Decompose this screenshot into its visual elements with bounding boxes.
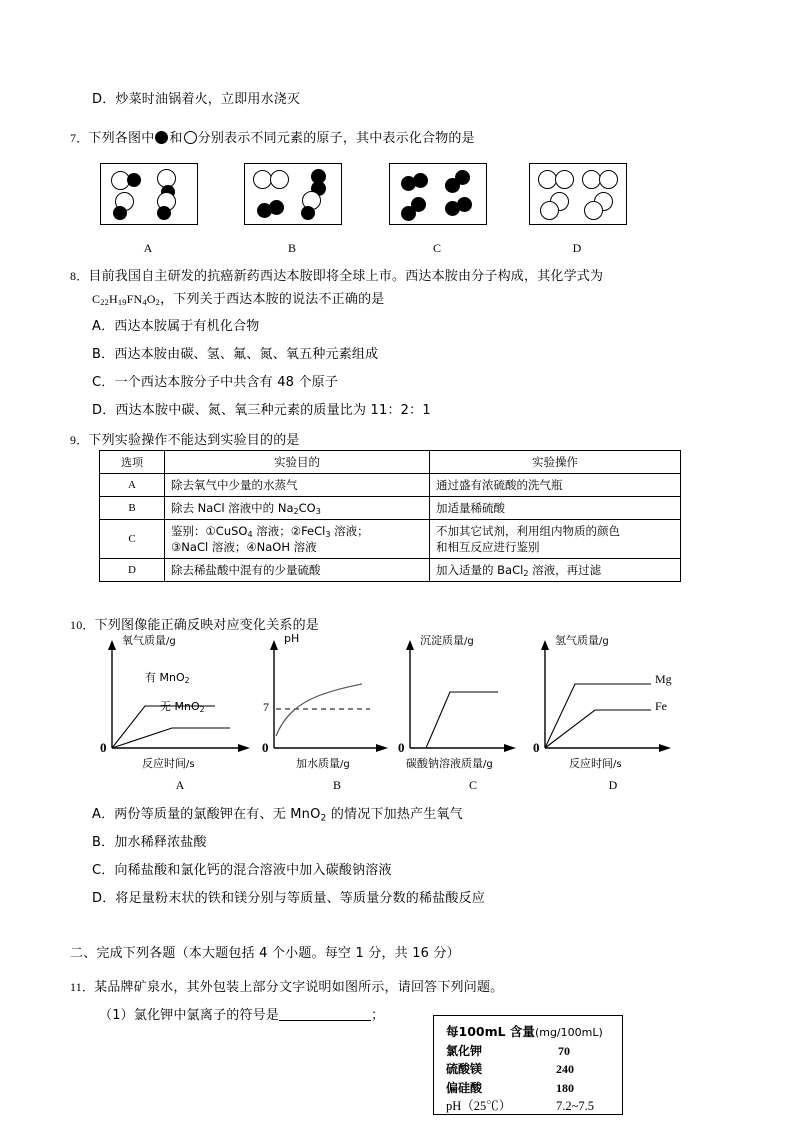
mw-name-ph: pH（25℃）: [446, 1099, 512, 1114]
atom-filled: [157, 206, 171, 220]
q11-stem-text: 某品牌矿泉水，其外包装上部分文字说明如图所示，请回答下列问题。: [94, 980, 504, 995]
q10-option-a: [92, 806, 463, 825]
q11-number: 11．: [70, 980, 95, 994]
mw-value-ph: 7.2~7.5: [555, 1099, 594, 1114]
mw-header-row: [446, 1022, 612, 1042]
q10-graph-d: [533, 634, 693, 770]
atom-filled: [455, 170, 470, 185]
graph-a-curve-label-2: 无 MnO$_2$: [160, 700, 205, 714]
atom-open: [599, 170, 618, 189]
table-row: [100, 497, 681, 520]
mw-row-metasilicic: [446, 1079, 612, 1098]
graph-b-svg: [262, 636, 412, 756]
q10-graph-c: [398, 634, 548, 770]
q8-number: 8．: [70, 269, 89, 283]
q8-option-d: D．西达本胺中碳、氮、氧三种元素的质量比为 11：2：1: [92, 403, 431, 418]
graph-d-curve-label-fe: Fe: [655, 699, 667, 713]
q7-box-label-d: D: [572, 241, 582, 255]
graph-d-svg: [533, 636, 693, 756]
th-option: 选项: [100, 451, 165, 474]
q10-number: 10．: [70, 618, 95, 632]
q9-number: 9．: [70, 433, 89, 447]
q10-option-d: D．将足量粉末状的铁和镁分别与等质量、等质量分数的稀盐酸反应: [92, 891, 486, 906]
q10-option-b: B．加水稀释浓盐酸: [92, 835, 207, 850]
graph-d-xlabel: 反应时间/s: [569, 757, 622, 770]
q7-stem-c: 分别表示不同元素的原子，其中表示化合物的是: [197, 131, 475, 146]
atom-open: [270, 170, 289, 189]
q7-molecule-box-a: [100, 163, 198, 225]
row-goal-b: 除去 NaCl 溶液中的 $Na_2CO_3$: [165, 497, 430, 520]
q10-option-a-post: 的情况下加热产生氧气: [326, 807, 463, 822]
q10-stem-text: 下列图像能正确反映对应变化关系的是: [94, 618, 320, 633]
graph-a-ylabel: 氧气质量/g: [122, 634, 176, 647]
q7-box-label-a: A: [143, 241, 153, 255]
q10-graph-a: [100, 634, 260, 770]
graph-d-ylabel: 氢气质量/g: [555, 634, 609, 647]
mineral-water-label: [433, 1015, 623, 1115]
q9-stem: [70, 431, 300, 450]
row-option-b: B: [100, 497, 165, 520]
q11-sub1-pre: （1）氯化钾中氯离子的符号是: [99, 1008, 280, 1023]
q10-graph-letter-c: C: [468, 778, 477, 792]
q8-option-b: B．西达本胺由碳、氢、氟、氮、氧五种元素组成: [92, 347, 379, 362]
graph-a-curve-label-1: 有 MnO$_2$: [145, 671, 190, 685]
q7-box-label-b: B: [287, 241, 296, 255]
graph-b-origin: 0: [262, 740, 269, 755]
row-operation-b: 加适量稀硫酸: [430, 497, 681, 520]
row-operation-a: 通过盛有浓硫酸的洗气瓶: [430, 474, 681, 497]
filled-circle-icon: [155, 131, 168, 144]
q7-molecule-box-c: [389, 163, 487, 225]
th-operation: 实验操作: [430, 451, 681, 474]
q8-stem-text: 目前我国自主研发的抗癌新药西达本胺即将全球上市。西达本胺由分子构成，其化学式为: [88, 269, 604, 284]
row-goal-c: [165, 520, 430, 559]
row-operation-c-line1: 不加其它试剂，利用组内物质的颜色: [436, 524, 620, 538]
q8-option-c: C．一个西达本胺分子中共含有 48 个原子: [92, 375, 339, 390]
atom-filled: [411, 197, 426, 212]
atom-open: [540, 201, 559, 220]
mw-header-name: 每100mL 含量: [446, 1024, 535, 1039]
q11-sub1-post: ；: [371, 1008, 385, 1023]
table-row: [100, 474, 681, 497]
q11-answer-blank[interactable]: [279, 1007, 371, 1021]
q9-stem-text: 下列实验操作不能达到实验目的的是: [88, 433, 300, 448]
mw-name-metasilicic: 偏硅酸: [446, 1080, 483, 1095]
graph-a-origin: 0: [100, 740, 107, 755]
atom-filled: [127, 173, 141, 187]
graph-b-gridline-value: 7: [263, 700, 269, 714]
row-option-d: D: [100, 559, 165, 582]
row-goal-c-line2: ③NaCl 溶液；④NaOH 溶液: [171, 540, 317, 554]
q11-sub1: [99, 1006, 384, 1025]
q10-option-c: C．向稀盐酸和氯化钙的混合溶液中加入碳酸钠溶液: [92, 863, 392, 878]
graph-b-xlabel: 加水质量/g: [296, 757, 350, 770]
mw-row-ph: [446, 1097, 612, 1116]
mw-header: [446, 1022, 603, 1042]
q11-stem: [70, 978, 503, 997]
q6-option-d: D．炒菜时油锅着火，立即用水浇灭: [92, 92, 301, 107]
q7-stem-a: 下列各图中: [88, 131, 155, 146]
table-row: [100, 520, 681, 559]
row-goal-d: 除去稀盐酸中混有的少量硫酸: [165, 559, 430, 582]
table-header-row: [100, 451, 681, 474]
graph-a-xlabel: 反应时间/s: [142, 757, 195, 770]
atom-filled: [457, 197, 472, 212]
atom-open: [584, 201, 603, 220]
q7-number: 7．: [70, 131, 89, 145]
atom-open: [555, 170, 574, 189]
atom-filled: [413, 173, 428, 188]
q8-option-a: A．西达本胺属于有机化合物: [92, 319, 260, 334]
mw-row-kcl: [446, 1042, 612, 1061]
row-operation-c: [430, 520, 681, 559]
row-option-a: A: [100, 474, 165, 497]
table-row: [100, 559, 681, 582]
mw-row-mgso4: [446, 1060, 612, 1079]
q7-box-label-c: C: [432, 241, 441, 255]
graph-c-origin: 0: [398, 740, 405, 755]
mw-name-mgso4: 硫酸镁: [446, 1062, 483, 1077]
atom-filled: [113, 206, 127, 220]
q8-stem-line1: [70, 267, 603, 286]
graph-c-svg: [398, 636, 548, 756]
mw-header-unit: (mg/100mL): [534, 1026, 603, 1039]
graph-d-curve-label-mg: Mg: [655, 672, 672, 686]
mw-value-metasilicic: 180: [556, 1080, 574, 1095]
q10-graph-letter-a: A: [175, 778, 185, 792]
q7-stem-b: 和: [169, 131, 183, 146]
q7-molecule-box-d: [529, 163, 627, 225]
graph-c-xlabel: 碳酸钠溶液质量/g: [406, 757, 493, 770]
q10-graph-letter-b: B: [332, 778, 341, 792]
graph-a-svg: [100, 636, 260, 756]
graph-b-ylabel: pH: [284, 632, 300, 645]
open-circle-icon: [184, 131, 197, 144]
q10-stem: [70, 616, 319, 635]
q10-option-a-pre: A．两份等质量的氯酸钾在有、无 MnO: [92, 807, 321, 822]
atom-filled: [301, 206, 315, 220]
graph-d-origin: 0: [533, 740, 540, 755]
q10-graph-letter-d: D: [608, 778, 618, 792]
row-operation-c-line2: 和相互反应进行鉴别: [436, 540, 540, 554]
row-goal-c-line1: 鉴别：①CuSO$_4$ 溶液；②FeCl$_3$ 溶液；: [171, 524, 369, 539]
q7-molecule-box-b: [244, 163, 342, 225]
mw-name-kcl: 氯化钾: [446, 1043, 483, 1058]
graph-c-ylabel: 沉淀质量/g: [420, 634, 474, 647]
q9-table: [99, 450, 681, 582]
mw-value-mgso4: 240: [556, 1062, 574, 1077]
q10-graph-b: [262, 632, 412, 770]
mw-value-kcl: 70: [558, 1043, 570, 1058]
th-goal: 实验目的: [165, 451, 430, 474]
q8-formula: $C_{22}H_{19}FN_4O_2$: [92, 292, 161, 308]
q10-option-a-sub: 2: [320, 813, 327, 824]
row-operation-d: 加入适量的 BaCl$_2$ 溶液，再过滤: [430, 559, 681, 582]
section2-heading: 二、完成下列各题（本大题包括 4 个小题。每空 1 分，共 16 分）: [70, 946, 460, 961]
q7-stem: [70, 129, 475, 148]
q8-stem-tail: ，下列关于西达本胺的说法不正确的是: [160, 292, 385, 307]
row-goal-a: 除去氧气中少量的水蒸气: [165, 474, 430, 497]
atom-filled: [269, 200, 284, 215]
q8-stem-line2: [92, 290, 384, 309]
row-option-c: C: [100, 520, 165, 559]
